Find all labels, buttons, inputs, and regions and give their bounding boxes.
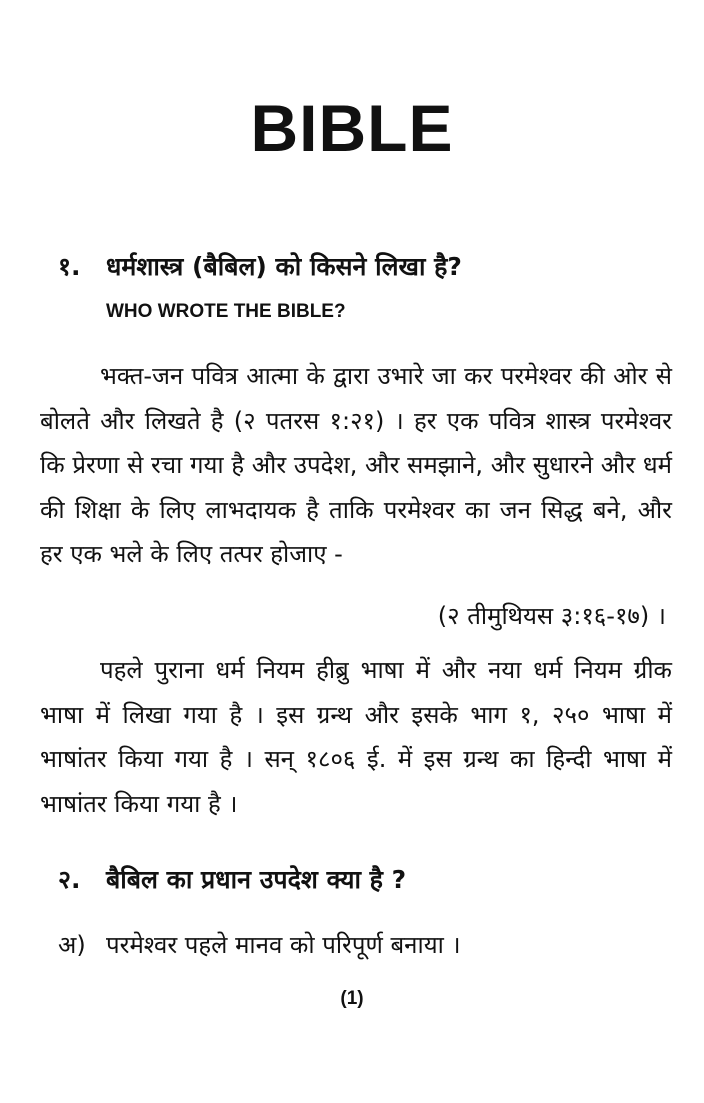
question-1-heading <box>58 250 462 284</box>
page-title: BIBLE <box>250 91 454 165</box>
page-number: (1) <box>340 988 364 1009</box>
question-1-number: १. <box>58 252 81 281</box>
answer-1-paragraph-1-text: भक्त-जन पवित्र आत्मा के द्वारा उभारे जा कर परमेश्वर की ओर से बोलते और लिखते है (२ पतरस १:२१) । हर एक पवित्र शास्त्र परमेश्वर कि प्रेरणा से रचा गया है और उपदेश, और समझाने, और सुधारने और धर्म की शिक्षा के लिए लाभदायक है ताकि परमेश्वर का जन सिद्ध बने, और हर एक भले के लिए तत्पर होजाए - <box>40 362 672 568</box>
question-1-text: धर्मशास्त्र (बैबिल) को किसने लिखा है? <box>106 252 462 281</box>
answer-2-item-marker: अ) <box>58 931 86 959</box>
answer-1-paragraph-2-text: पहले पुराना धर्म नियम हीब्रु भाषा में और नया धर्म नियम ग्रीक भाषा में लिखा गया है । इस ग्रन्थ और इसके भाग १, २५० भाषा में भाषांतर किया गया है । सन् १८०६ ई. में इस ग्रन्थ का हिन्दी भाषा में भाषांतर किया गया है । <box>40 656 672 818</box>
answer-2-item <box>58 927 461 963</box>
answer-1-paragraph-2 <box>40 648 672 826</box>
question-1-english-subheading: WHO WROTE THE BIBLE? <box>106 301 346 322</box>
question-2-number: २. <box>58 865 81 894</box>
answer-2-item-text: परमेश्वर पहले मानव को परिपूर्ण बनाया । <box>106 931 461 959</box>
question-2-heading <box>58 863 406 897</box>
answer-1-paragraph-1 <box>40 354 672 577</box>
question-2-text: बैबिल का प्रधान उपदेश क्या है ? <box>106 865 407 894</box>
scripture-reference: (२ तीमुथियस ३:१६-१७) । <box>437 602 666 630</box>
